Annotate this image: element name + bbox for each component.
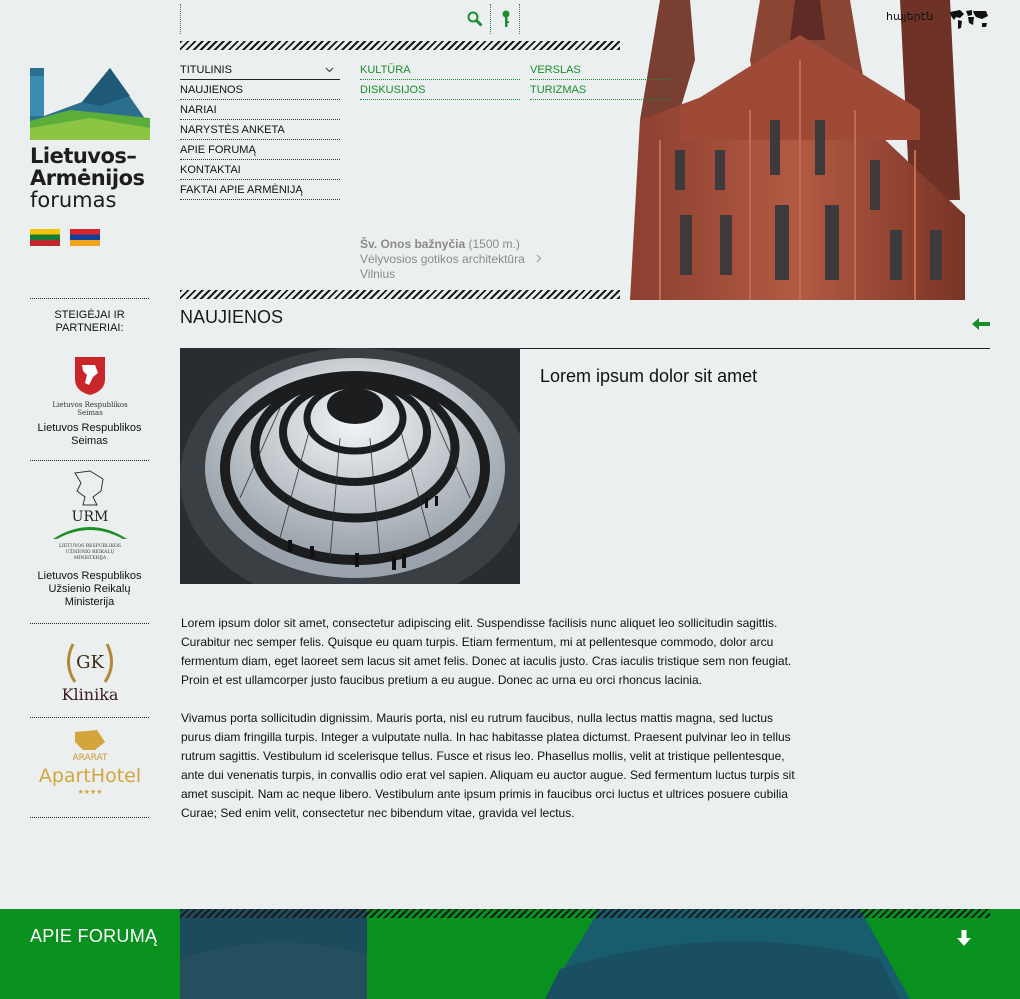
menu-item-titulinis[interactable] bbox=[180, 60, 340, 80]
caption-year: (1500 m.) bbox=[468, 237, 520, 251]
arrow-down-icon[interactable] bbox=[956, 929, 972, 947]
submenu-item-verslas[interactable]: VERSLAS bbox=[530, 60, 670, 80]
svg-text:ARARAT: ARARAT bbox=[71, 753, 108, 763]
partner-ararat[interactable] bbox=[30, 728, 149, 811]
submenu-item-kultura[interactable]: KULTŪRA bbox=[360, 60, 520, 80]
article-paragraph: Vivamus porta sollicitudin dignissim. Mauris porta, nisl eu rutrum faucibus, nulla lectus mattis magna, sed luctus purus diam fringilla turpis. Integer a vulputate nulla. In hac habitasse platea dictumst. Praesent pulvinar leo in tellus rutrum sagittis. Vestibulum id scelerisque tellus. Fusce et risus leo. Phasellus mollis, velit at tristique pellentesque, ante dui venenatis turpis, in convallis odio erat vel sapien. Aliquam eu auctor augue. Sed fermentum luctus turpis sit amet suscipit. Nam ac neque libero. Vestibulum ante ipsum primis in faucibus orci luctus et ultrices posuere cubilia Curae; Sed enim velit, consectetur nec bibendum vitae, gravida vel lectus. bbox=[181, 711, 795, 820]
svg-text:ApartHotel: ApartHotel bbox=[38, 765, 141, 787]
svg-text:Lietuvos Respublikos: Lietuvos Respublikos bbox=[51, 401, 128, 409]
footer-title[interactable]: APIE FORUMĄ bbox=[30, 926, 158, 946]
submenu-column-1 bbox=[360, 60, 520, 100]
divider bbox=[30, 460, 149, 461]
lithuania-flag-icon bbox=[30, 229, 60, 246]
chevron-right-icon bbox=[536, 254, 542, 263]
world-map-icon[interactable] bbox=[948, 8, 990, 30]
menu-item-label: TITULINIS bbox=[180, 64, 232, 76]
partner-seimas[interactable] bbox=[30, 355, 149, 454]
chevron-down-icon bbox=[325, 67, 334, 73]
divider bbox=[30, 817, 149, 818]
svg-text:Seimas: Seimas bbox=[76, 409, 103, 417]
article-image bbox=[180, 348, 520, 584]
submenu-column-2 bbox=[530, 60, 670, 100]
login-button[interactable] bbox=[492, 4, 520, 34]
main-menu bbox=[180, 60, 340, 200]
klinika-logo bbox=[45, 634, 135, 706]
caption-style: Vėlyvosios gotikos architektūra bbox=[360, 252, 525, 266]
article-paragraph: Lorem ipsum dolor sit amet, consectetur adipiscing elit. Suspendisse facilisis nunc aliquet leo sollicitudin sagittis. Curabitur nec semper felis. Quisque eu quam turpis. Etiam fermentum, mi at pellentesque commodo, dolor arcu fermentum diam, eget laoreet sem lacus sit amet felis. Donec at iaculis justo. Cras iaculis tristique sem non feugiat. Proin et est ullamcorper justo faucibus pretium a eu augue. Donec ac urna eu orci rhoncus lacinia. bbox=[181, 616, 792, 687]
tool-divider bbox=[519, 4, 520, 34]
caption-city: Vilnius bbox=[360, 267, 396, 281]
svg-text:GK: GK bbox=[75, 652, 104, 673]
menu-item-narystes-anketa[interactable]: NARYSTĖS ANKETA bbox=[180, 120, 340, 140]
hero-church-image bbox=[620, 0, 1020, 300]
partner-klinika[interactable] bbox=[30, 634, 149, 717]
tool-divider bbox=[490, 4, 491, 34]
article-body bbox=[181, 614, 806, 842]
footer-banner bbox=[0, 909, 1020, 999]
header-tools bbox=[180, 4, 520, 34]
caption-name: Šv. Onos bažnyčia bbox=[360, 237, 466, 251]
page-title: NAUJIENOS bbox=[180, 307, 284, 327]
menu-item-kontaktai[interactable]: KONTAKTAI bbox=[180, 160, 340, 180]
menu-item-nariai[interactable]: NARIAI bbox=[180, 100, 340, 120]
logo-mountain-icon bbox=[30, 66, 150, 140]
svg-text:UŽSIENIO REIKALŲ: UŽSIENIO REIKALŲ bbox=[65, 550, 114, 555]
logo-text-line2: Armėnijos bbox=[30, 166, 145, 190]
svg-text:LIETUVOS RESPUBLIKOS: LIETUVOS RESPUBLIKOS bbox=[58, 544, 121, 549]
divider bbox=[30, 623, 149, 624]
partner-urm-name: Lietuvos Respublikos Užsienio Reikalų Ministerija bbox=[37, 570, 142, 608]
partner-urm[interactable] bbox=[30, 469, 149, 615]
svg-text:MINISTERIJA: MINISTERIJA bbox=[73, 556, 106, 561]
logo-text-line3: forumas bbox=[30, 188, 117, 212]
key-icon bbox=[501, 10, 511, 28]
menu-item-naujienos[interactable]: NAUJIENOS bbox=[180, 80, 340, 100]
urm-logo bbox=[45, 469, 135, 565]
menu-item-apie-foruma[interactable]: APIE FORUMĄ bbox=[180, 140, 340, 160]
svg-text:URM: URM bbox=[71, 509, 108, 525]
back-arrow-icon[interactable] bbox=[972, 318, 990, 330]
partner-seimas-name: Lietuvos Respublikos Seimas bbox=[37, 422, 142, 447]
partners-sidebar bbox=[30, 298, 149, 818]
search-icon bbox=[467, 11, 483, 27]
site-logo[interactable] bbox=[30, 66, 150, 211]
menu-item-faktai-apie-armenija[interactable]: FAKTAI APIE ARMĖNIJĄ bbox=[180, 180, 340, 200]
article-title: Lorem ipsum dolor sit amet bbox=[540, 366, 758, 386]
hero-caption[interactable] bbox=[360, 237, 542, 282]
search-button[interactable] bbox=[461, 4, 489, 34]
language-switch-armenian[interactable]: հայերէն bbox=[886, 10, 934, 23]
submenu-item-turizmas[interactable]: TURIZMAS bbox=[530, 80, 670, 100]
armenia-flag-icon bbox=[70, 229, 100, 246]
divider bbox=[30, 717, 149, 718]
footer-background-art bbox=[0, 909, 1020, 999]
partners-title: STEIGĖJAI IR PARTNERIAI: bbox=[54, 309, 125, 334]
seimas-logo bbox=[45, 355, 135, 417]
footer-hatch-bar bbox=[180, 909, 990, 918]
svg-text:Klinika: Klinika bbox=[61, 685, 118, 704]
logo-text-line1: Lietuvos– bbox=[30, 144, 137, 168]
svg-text:★★★★: ★★★★ bbox=[76, 788, 103, 796]
submenu-item-diskusijos[interactable]: DISKUSIJOS bbox=[360, 80, 520, 100]
ararat-aparthotel-logo bbox=[35, 728, 145, 800]
